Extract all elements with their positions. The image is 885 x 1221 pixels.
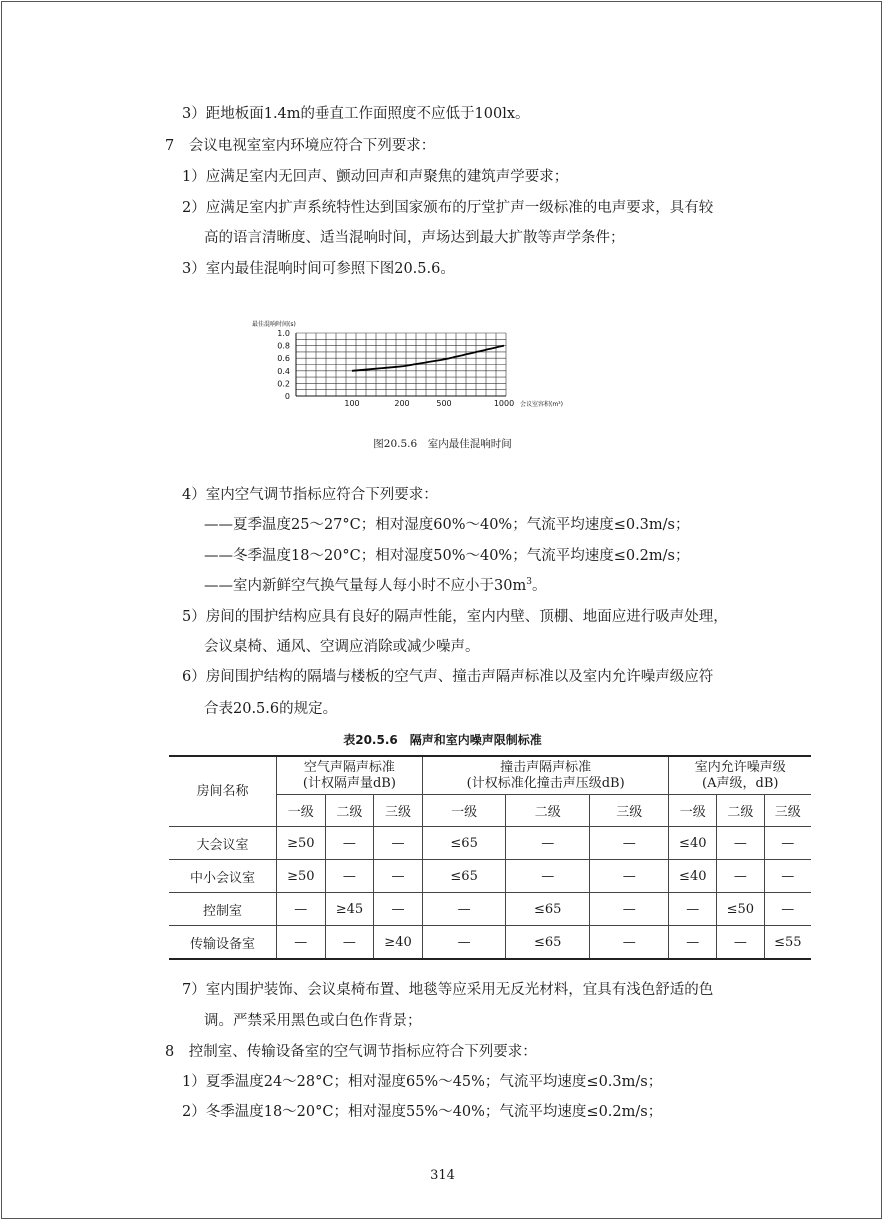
grade-header: 一级 [277, 795, 326, 827]
table-cell: — [590, 926, 669, 960]
table-cell: — [325, 827, 374, 860]
table-cell: — [717, 827, 765, 860]
x-tick-label: 500 [436, 399, 452, 408]
y-axis-label: 最佳混响时间(s) [252, 321, 296, 328]
text-line: ——冬季温度18～20°C；相对湿度50%～40%；气流平均速度≤0.2m/s； [204, 548, 690, 564]
grade-header: 一级 [669, 795, 717, 827]
text-line: 3）室内最佳混响时间可参照下图20.5.6。 [182, 261, 455, 277]
y-tick-label: 0.4 [277, 366, 290, 376]
x-tick-label: 1000 [493, 399, 515, 408]
text-line: 1）夏季温度24～28°C；相对湿度65%～45%；气流平均速度≤0.3m/s； [182, 1074, 663, 1090]
table-cell: — [590, 860, 669, 893]
table-row [169, 860, 811, 893]
text-line: 7）室内围护装饰、会议桌椅布置、地毯等应采用无反光材料，宜具有浅色舒适的色 [182, 982, 714, 998]
table-cell: ≤40 [669, 827, 717, 860]
table-cell: ≤50 [717, 893, 765, 926]
text-end: 。 [531, 578, 547, 594]
text-main: ——室内新鲜空气换气量每人每小时不应小于30m [204, 578, 527, 594]
table-cell: — [374, 893, 423, 926]
text-line: 高的语言清晰度、适当混响时间，声场达到最大扩散等声学条件； [204, 230, 625, 246]
noise-standard-table [169, 755, 811, 960]
table-cell: — [325, 926, 374, 960]
table-cell: — [764, 860, 811, 893]
table-cell: — [325, 860, 374, 893]
page-number: 314 [430, 1168, 455, 1183]
room-name: 控制室 [169, 893, 277, 926]
table-cell: ≥50 [277, 860, 326, 893]
table-cell: — [277, 893, 326, 926]
text-line: 调。严禁采用黑色或白色作背景； [204, 1013, 422, 1029]
grade-header: 三级 [590, 795, 669, 827]
grade-header: 二级 [325, 795, 374, 827]
section-8-heading: 8 控制室、传输设备室的空气调节指标应符合下列要求： [165, 1044, 537, 1060]
room-name: 大会议室 [169, 827, 277, 860]
room-header: 房间名称 [169, 756, 277, 827]
grade-header: 三级 [374, 795, 423, 827]
text-line: 会议桌椅、通风、空调应消除或减少噪声。 [204, 639, 480, 655]
section-7-heading: 7 会议电视室室内环境应符合下列要求： [165, 138, 436, 154]
table-cell: ≤40 [669, 860, 717, 893]
text-line: 2）应满足室内扩声系统特性达到国家颁布的厅堂扩声一级标准的电声要求，具有较 [182, 200, 714, 216]
table-cell: — [506, 860, 590, 893]
table-cell: — [590, 893, 669, 926]
y-tick-label: 0.2 [277, 379, 290, 389]
table-cell: ≥40 [374, 926, 423, 960]
table-row [169, 827, 811, 860]
text-line: 3）距地板面1.4m的垂直工作面照度不应低于100lx。 [182, 106, 530, 122]
table-cell: — [669, 893, 717, 926]
grade-header: 二级 [717, 795, 765, 827]
room-name: 中小会议室 [169, 860, 277, 893]
text-line: 4）室内空气调节指标应符合下列要求： [182, 487, 438, 503]
text-line: 2）冬季温度18～20°C；相对湿度55%～40%；气流平均速度≤0.2m/s； [182, 1104, 663, 1120]
grade-header: 一级 [422, 795, 506, 827]
table-cell: — [717, 860, 765, 893]
table-cell: — [717, 926, 765, 960]
reverberation-chart [250, 314, 590, 414]
table-cell: — [764, 827, 811, 860]
y-tick-label: 0.6 [277, 354, 290, 364]
table-cell: ≤65 [422, 827, 506, 860]
table-cell: — [277, 926, 326, 960]
chart-svg [250, 314, 590, 414]
table-cell: — [422, 893, 506, 926]
table-cell: — [506, 827, 590, 860]
superscript: 3 [526, 577, 532, 588]
table-cell: ≥45 [325, 893, 374, 926]
text-line: ——夏季温度25～27°C；相对湿度60%～40%；气流平均速度≤0.3m/s； [204, 517, 690, 533]
table-cell: — [422, 926, 506, 960]
y-tick-label: 0 [284, 392, 290, 401]
x-axis-label: 会议室容积(m³) [520, 401, 563, 408]
table-title: 表20.5.6 隔声和室内噪声限制标准 [343, 733, 542, 747]
text-line: 6）房间围护结构的隔墙与楼板的空气声、撞击声隔声标准以及室内允许噪声级应符 [182, 669, 714, 685]
text-line: 1）应满足室内无回声、颤动回声和声聚焦的建筑声学要求； [182, 169, 569, 185]
figure-caption: 图20.5.6 室内最佳混响时间 [373, 438, 512, 450]
table-cell: ≤65 [422, 860, 506, 893]
group-header: 室内允许噪声级 (A声级，dB) [669, 756, 811, 795]
text-line [204, 576, 546, 596]
grade-header: 二级 [506, 795, 590, 827]
table-cell: ≤65 [506, 893, 590, 926]
group-header: 空气声隔声标准 (计权隔声量dB) [277, 756, 423, 795]
y-tick-label: 1.0 [277, 329, 290, 338]
table-cell: ≤55 [764, 926, 811, 960]
table-cell: ≥50 [277, 827, 326, 860]
table-row [169, 893, 811, 926]
table-cell: — [669, 926, 717, 960]
y-tick-label: 0.8 [277, 341, 290, 351]
table-cell: ≤65 [506, 926, 590, 960]
table-row [169, 926, 811, 960]
text-line: 合表20.5.6的规定。 [204, 701, 338, 717]
x-tick-label: 100 [344, 399, 360, 408]
room-name: 传输设备室 [169, 926, 277, 960]
table-cell: — [374, 827, 423, 860]
table-cell: — [764, 893, 811, 926]
grade-header: 三级 [764, 795, 811, 827]
group-header: 撞击声隔声标准 (计权标准化撞击声压级dB) [422, 756, 669, 795]
table-cell: — [374, 860, 423, 893]
x-tick-label: 200 [394, 399, 410, 408]
table-cell: — [590, 827, 669, 860]
text-line: 5）房间的围护结构应具有良好的隔声性能，室内内壁、顶棚、地面应进行吸声处理， [182, 609, 728, 625]
